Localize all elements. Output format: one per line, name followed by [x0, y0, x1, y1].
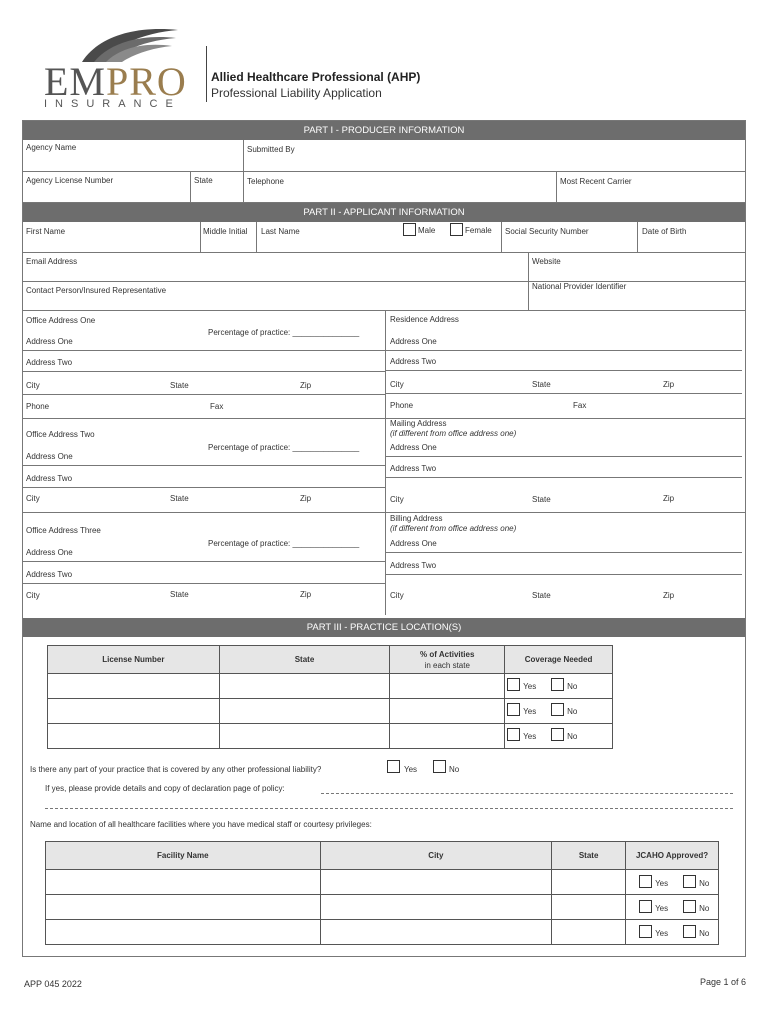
office2-state[interactable]: State — [170, 494, 189, 503]
billing-addr1-line — [386, 552, 742, 553]
mailing-note: (if different from office address one) — [390, 429, 517, 438]
license-row — [48, 724, 613, 749]
facility-table-header — [46, 842, 719, 870]
office3-zip[interactable]: Zip — [300, 590, 312, 599]
form-title-block — [211, 70, 420, 100]
city-cell[interactable] — [320, 895, 552, 920]
coverage-yes-checkbox[interactable] — [507, 703, 520, 716]
mailing-label: Mailing Address — [390, 419, 447, 428]
coverage-cell — [505, 674, 613, 699]
part2-name-row — [23, 222, 745, 253]
office1-zip[interactable]: Zip — [300, 381, 312, 390]
coverage-no-label: No — [567, 732, 578, 741]
dob-label[interactable]: Date of Birth — [642, 227, 687, 236]
pct-cell[interactable] — [390, 699, 505, 724]
facility-table — [45, 841, 719, 945]
billing-label: Billing Address — [390, 514, 443, 523]
coverage-no-checkbox[interactable] — [551, 678, 564, 691]
jcaho-no-label: No — [699, 929, 710, 938]
recent-carrier-label[interactable]: Most Recent Carrier — [560, 177, 632, 186]
mailing-addr2[interactable]: Address Two — [390, 464, 437, 473]
billing-note: (if different from office address one) — [390, 524, 517, 533]
mailing-zip[interactable]: Zip — [663, 494, 675, 503]
fstate-cell[interactable] — [552, 895, 626, 920]
office3-addr2-line — [23, 583, 386, 584]
telephone-field[interactable] — [244, 172, 557, 202]
office3-city[interactable]: City — [26, 591, 40, 600]
billing-addr1[interactable]: Address One — [390, 539, 437, 548]
address-divider-1 — [23, 418, 745, 419]
page-number: Page 1 of 6 — [700, 977, 747, 987]
billing-city[interactable]: City — [390, 591, 404, 600]
col-city: City — [320, 842, 552, 870]
form-title: Allied Healthcare Professional (AHP) — [211, 70, 421, 84]
coverage-no-checkbox[interactable] — [551, 703, 564, 716]
form-code: APP 045 2022 — [24, 979, 82, 989]
part2-contact-row — [23, 282, 745, 311]
office3-state[interactable]: State — [170, 590, 189, 599]
office2-pct[interactable]: Percentage of practice: _______________ — [208, 443, 360, 452]
state-cell[interactable] — [219, 674, 390, 699]
office3-addr2[interactable]: Address Two — [26, 570, 73, 579]
male-checkbox[interactable] — [403, 223, 416, 236]
coverage-yes-label: Yes — [523, 707, 537, 716]
logo-insurance: INSURANCE — [44, 98, 181, 110]
office1-fax[interactable]: Fax — [210, 402, 224, 411]
coverage-no-label: No — [567, 682, 578, 691]
female-label: Female — [465, 226, 492, 235]
part2-heading: PART II - APPLICANT INFORMATION — [23, 203, 745, 222]
logo-wordmark: EMPRO — [44, 59, 187, 104]
col-pct-line2: in each state — [424, 660, 470, 670]
other-no-label: No — [449, 765, 460, 774]
coverage-yes-checkbox[interactable] — [507, 678, 520, 691]
mailing-addr1[interactable]: Address One — [390, 443, 437, 452]
office3-addr1[interactable]: Address One — [26, 548, 73, 557]
ssn-label: Social Security Number — [505, 227, 589, 236]
office1-addr2-line — [23, 371, 386, 372]
jcaho-yes-label: Yes — [655, 904, 669, 913]
email-label: Email Address — [26, 257, 78, 266]
residence-addr2-line — [386, 370, 742, 371]
office1-city-line — [23, 394, 386, 395]
license-cell[interactable] — [48, 699, 220, 724]
col-pct-line1: % of Activities — [420, 649, 475, 659]
jcaho-yes-checkbox[interactable] — [639, 925, 652, 938]
if-yes-label: If yes, please provide details and copy of declaration page of policy: — [45, 784, 285, 793]
residence-city[interactable]: City — [390, 380, 404, 389]
last-name-label: Last Name — [261, 227, 300, 236]
residence-addr1-line — [386, 350, 742, 351]
agency-name-label: Agency Name — [26, 143, 77, 152]
license-table — [47, 645, 613, 749]
first-name-label: First Name — [26, 227, 66, 236]
state-cell[interactable] — [219, 724, 390, 749]
office2-label: Office Address Two — [26, 430, 95, 439]
office1-state[interactable]: State — [170, 381, 189, 390]
other-yes-checkbox[interactable] — [387, 760, 400, 773]
office2-city[interactable]: City — [26, 494, 40, 503]
office2-zip[interactable]: Zip — [300, 494, 312, 503]
billing-state[interactable]: State — [532, 591, 551, 600]
residence-addr1[interactable]: Address One — [390, 337, 437, 346]
facility-row — [46, 870, 719, 895]
jcaho-no-checkbox[interactable] — [683, 900, 696, 913]
agency-license-label: Agency License Number — [26, 176, 114, 185]
coverage-no-checkbox[interactable] — [551, 728, 564, 741]
coverage-yes-checkbox[interactable] — [507, 728, 520, 741]
middle-initial-label: Middle Initial — [203, 227, 248, 236]
facility-cell[interactable] — [46, 920, 321, 945]
jcaho-no-checkbox[interactable] — [683, 875, 696, 888]
submitted-by-label[interactable]: Submitted By — [247, 145, 295, 154]
npi-label[interactable]: National Provider Identifier — [532, 282, 627, 291]
facilities-question: Name and location of all healthcare facilities where you have medical staff or courtesy privileges: — [30, 820, 372, 829]
office1-pct[interactable]: Percentage of practice: _______________ — [208, 328, 360, 337]
part1-row1 — [23, 140, 745, 172]
empro-logo — [36, 24, 186, 114]
residence-label: Residence Address — [390, 315, 459, 324]
mailing-city[interactable]: City — [390, 495, 404, 504]
residence-addr2[interactable]: Address Two — [390, 357, 437, 366]
billing-addr2[interactable]: Address Two — [390, 561, 437, 570]
office-address-column — [23, 311, 386, 615]
coverage-yes-label: Yes — [523, 682, 537, 691]
residence-zip[interactable]: Zip — [663, 380, 675, 389]
col-facility: Facility Name — [46, 842, 321, 870]
application-form — [22, 120, 746, 957]
header-divider — [206, 46, 207, 102]
pct-cell[interactable] — [390, 674, 505, 699]
office1-addr1[interactable]: Address One — [26, 337, 73, 346]
other-no-checkbox[interactable] — [433, 760, 446, 773]
facility-cell[interactable] — [46, 870, 321, 895]
jcaho-no-label: No — [699, 904, 710, 913]
office2-addr1[interactable]: Address One — [26, 452, 73, 461]
jcaho-cell — [626, 895, 719, 920]
office1-addr2[interactable]: Address Two — [26, 358, 73, 367]
email-field[interactable] — [23, 253, 529, 281]
coverage-cell — [505, 724, 613, 749]
residence-fax[interactable]: Fax — [573, 401, 587, 410]
license-table-header — [48, 646, 613, 674]
address-divider-2 — [23, 512, 745, 513]
office1-city[interactable]: City — [26, 381, 40, 390]
mailing-state[interactable]: State — [532, 495, 551, 504]
license-cell[interactable] — [48, 674, 220, 699]
mailing-addr2-line — [386, 477, 742, 478]
residence-phone[interactable]: Phone — [390, 401, 414, 410]
office3-addr1-line — [23, 561, 386, 562]
state-cell[interactable] — [219, 699, 390, 724]
facility-row — [46, 920, 719, 945]
part2-email-row — [23, 253, 745, 282]
office3-pct[interactable]: Percentage of practice: _______________ — [208, 539, 360, 548]
col-pct — [390, 646, 505, 674]
license-cell[interactable] — [48, 724, 220, 749]
col-fstate: State — [552, 842, 626, 870]
contact-label: Contact Person/Insured Representative — [26, 286, 167, 295]
billing-zip[interactable]: Zip — [663, 591, 675, 600]
coverage-no-label: No — [567, 707, 578, 716]
website-label[interactable]: Website — [532, 257, 561, 266]
col-jcaho: JCAHO Approved? — [626, 842, 719, 870]
residence-state[interactable]: State — [532, 380, 551, 389]
jcaho-yes-checkbox[interactable] — [639, 900, 652, 913]
part1-row2 — [23, 172, 745, 203]
male-label: Male — [418, 226, 436, 235]
female-checkbox[interactable] — [450, 223, 463, 236]
office1-addr1-line — [23, 350, 386, 351]
billing-addr2-line — [386, 574, 742, 575]
pct-cell[interactable] — [390, 724, 505, 749]
city-cell[interactable] — [320, 870, 552, 895]
residence-city-line — [386, 393, 742, 394]
other-yes-label: Yes — [404, 765, 418, 774]
agency-state-label: State — [194, 176, 213, 185]
jcaho-cell — [626, 920, 719, 945]
jcaho-yes-label: Yes — [655, 929, 669, 938]
if-yes-line-1[interactable] — [321, 793, 733, 794]
telephone-label: Telephone — [247, 177, 284, 186]
jcaho-no-checkbox[interactable] — [683, 925, 696, 938]
facility-row — [46, 895, 719, 920]
city-cell[interactable] — [320, 920, 552, 945]
col-coverage: Coverage Needed — [505, 646, 613, 674]
addresses-section — [23, 311, 745, 615]
office2-addr2-line — [23, 487, 386, 488]
jcaho-cell — [626, 870, 719, 895]
form-subtitle: Professional Liability Application — [211, 86, 382, 100]
facility-cell[interactable] — [46, 895, 321, 920]
mailing-addr1-line — [386, 456, 742, 457]
office1-phone[interactable]: Phone — [26, 402, 50, 411]
fstate-cell[interactable] — [552, 920, 626, 945]
jcaho-yes-label: Yes — [655, 879, 669, 888]
part1-heading: PART I - PRODUCER INFORMATION — [23, 121, 745, 140]
col-license: License Number — [48, 646, 220, 674]
office3-label: Office Address Three — [26, 526, 101, 535]
office1-label: Office Address One — [26, 316, 96, 325]
license-row — [48, 699, 613, 724]
part3-heading: PART III - PRACTICE LOCATION(S) — [23, 618, 745, 637]
fstate-cell[interactable] — [552, 870, 626, 895]
jcaho-no-label: No — [699, 879, 710, 888]
coverage-yes-label: Yes — [523, 732, 537, 741]
other-coverage-question: Is there any part of your practice that is covered by any other professional liability? — [30, 765, 322, 774]
jcaho-yes-checkbox[interactable] — [639, 875, 652, 888]
office2-addr2[interactable]: Address Two — [26, 474, 73, 483]
coverage-cell — [505, 699, 613, 724]
office2-addr1-line — [23, 465, 386, 466]
license-row — [48, 674, 613, 699]
col-state: State — [219, 646, 390, 674]
if-yes-line-2[interactable] — [45, 808, 733, 809]
